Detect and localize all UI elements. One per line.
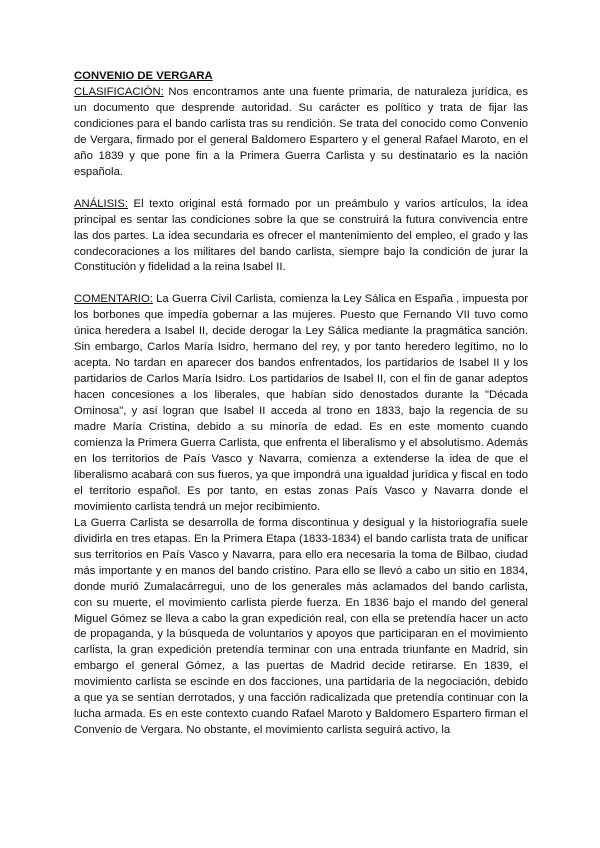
document-title: CONVENIO DE VERGARA [74,70,213,82]
comentario-label: COMENTARIO: [74,293,153,306]
analisis-label: ANÁLISIS: [74,197,128,210]
paragraph-spacer [74,276,528,292]
clasificacion-paragraph [74,85,528,181]
analisis-paragraph [74,197,528,277]
comentario-text: La Guerra Civil Carlista, comienza la Ley Sálica en España , impuesta por los borbones que impedía gobernar a las mujeres. Puesto que Fernando VII tuvo como única heredera a Isabel II, decide derogar la Ley Sálica mediante la pragmática sanción. Sin embargo, Carlos María Isidro, hermano del rey, y por tanto heredero legítimo, no lo acepta. No tardan en aparecer dos bandos enfrentados, los partidarios de Isabel II y los partidarios de Carlos María Isidro. Los partidarios de Isabel II, con el fin de ganar adeptos hacen concesiones a los liberales, que habían sido denostados durante la "Década Ominosa", y así logran que Isabel II acceda al trono en 1833, bajo la regencia de su madre María Cristina, debido a su minoría de edad. Es en este momento cuando comienza la Primera Guerra Carlista, que enfrenta el liberalismo y el absolutismo. Además en los territorios de País Vasco y Navarra, comienza a extenderse la idea de que el liberalismo acabará con sus fueros, ya que impondrá una igualdad jurídica y fiscal en todo el territorio español. Es por tanto, en estas zonas País Vasco y Navarra donde el movimiento carlista tendrá un mejor recibimiento. [74,293,528,513]
paragraph-spacer [74,181,528,197]
comentario-paragraph [74,292,528,515]
document-page [74,69,528,739]
analisis-text: El texto original está formado por un preámbulo y varios artículos, la idea principal es sentar las condiciones sobre la que se construirá la futura convivencia entre las dos partes. La idea secundaria es ofrecer el mantenimiento del empleo, el grado y las condecoraciones a los militares del bando carlista, siempre bajo la condición de jurar la Constitución y fidelidad a la reina Isabel II. [74,197,528,274]
continuation-paragraph: La Guerra Carlista se desarrolla de forma discontinua y desigual y la historiografía suele dividirla en tres etapas. En la Primera Etapa (1833-1834) el bando carlista trata de unificar sus territorios en País Vasco y Navarra, para ello era necesaria la toma de Bilbao, ciudad más importante y en manos del bando cristino. Para ello se llevó a cabo un sitio en 1834, donde murió Zumalacárregui, uno de los generales más aclamados del bando carlista, con su muerte, el movimiento carlista pierde fuerza. En 1836 bajo el mando del general Miguel Gómez se lleva a cabo la gran expedición real, con ella se pretendía hacer un acto de propaganda, y la búsqueda de voluntarios y apoyos que participaran en el movimiento carlista, la gran expedición pretendía terminar con una entrada triunfante en Madrid, sin embargo el general Gómez, a las puertas de Madrid decide retirarse. En 1839, el movimiento carlista se escinde en dos facciones, una partidaria de la negociación, debido a que ya se sentían derrotados, y una facción radicalizada que pretendía continuar con la lucha armada. Es en este contexto cuando Rafael Maroto y Baldomero Espartero firman el Convenio de Vergara. No obstante, el movimiento carlista seguirá activo, la [74,516,528,737]
clasificacion-text: Nos encontramos ante una fuente primaria, de naturaleza jurídica, es un documento que desprende autoridad. Su carácter es político y trata de fijar las condiciones para el bando carlista tras su rendición. Se trata del conocido como Convenio de Vergara, firmado por el general Baldomero Espartero y el general Rafael Maroto, en el año 1839 y que pone fin a la Primera Guerra Carlista y su destinatario es la nación española. [74,85,528,178]
clasificacion-label: CLASIFICACIÓN: [74,85,164,98]
